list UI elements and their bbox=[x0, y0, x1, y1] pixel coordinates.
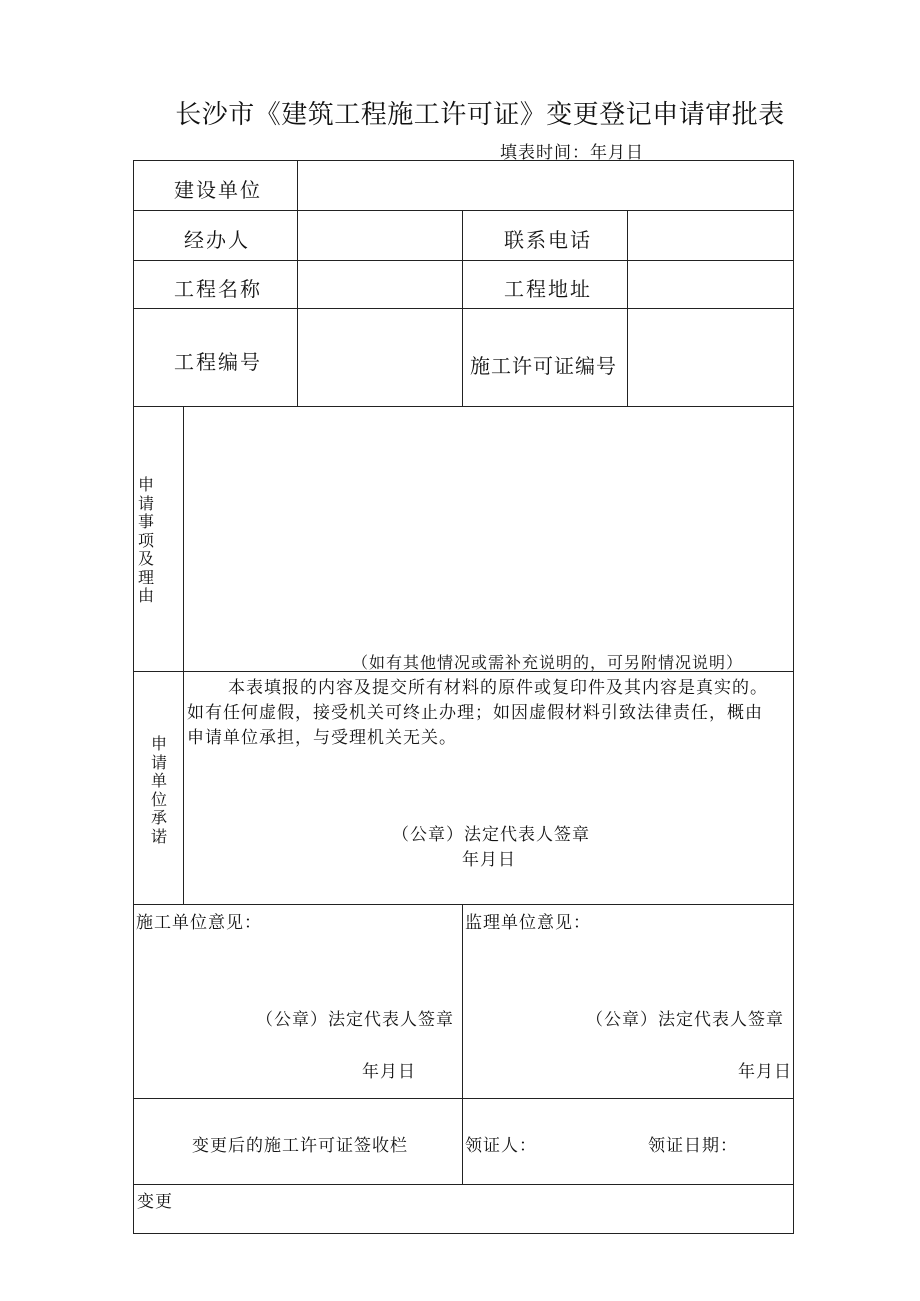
supervisor-opinion-label: 监理单位意见： bbox=[465, 913, 591, 933]
construction-unit-field[interactable] bbox=[298, 161, 793, 210]
receiver-label: 领证人： bbox=[465, 1136, 537, 1156]
permit-number-field[interactable] bbox=[628, 309, 793, 406]
commitment-line-3: 申请单位承担，与受理机关无关。 bbox=[187, 728, 457, 748]
application-label: 申请事项及理由 bbox=[137, 475, 154, 605]
change-field[interactable] bbox=[134, 1185, 793, 1233]
receiver-field[interactable] bbox=[545, 1120, 645, 1160]
construction-unit-label: 建设单位 bbox=[174, 178, 262, 202]
supervisor-date: 年月日 bbox=[738, 1062, 792, 1082]
change-label: 变更 bbox=[137, 1192, 173, 1212]
project-number-field[interactable] bbox=[298, 309, 462, 406]
application-note: （如有其他情况或需补充说明的，可另附情况说明） bbox=[352, 653, 744, 672]
supervisor-seal: （公章）法定代表人签章 bbox=[586, 1010, 784, 1030]
handler-label: 经办人 bbox=[184, 228, 250, 252]
receipt-label: 变更后的施工许可证签收栏 bbox=[192, 1136, 408, 1156]
permit-number-label: 施工许可证编号 bbox=[470, 354, 617, 378]
commitment-date: 年月日 bbox=[462, 850, 516, 870]
contractor-seal: （公章）法定代表人签章 bbox=[256, 1010, 454, 1030]
form-title: 长沙市《建筑工程施工许可证》变更登记申请审批表 bbox=[175, 100, 785, 130]
contractor-opinion-label: 施工单位意见： bbox=[136, 913, 262, 933]
project-address-field[interactable] bbox=[628, 261, 793, 308]
fill-date: 填表时间：年月日 bbox=[500, 143, 644, 163]
handler-field[interactable] bbox=[298, 211, 462, 260]
commitment-seal: （公章）法定代表人签章 bbox=[392, 825, 590, 845]
receipt-date-label: 领证日期： bbox=[648, 1136, 738, 1156]
commitment-line-2: 如有任何虚假，接受机关可终止办理；如因虚假材料引致法律责任，概由 bbox=[187, 703, 763, 723]
commitment-label: 申请单位承诺 bbox=[150, 734, 167, 846]
row-divider bbox=[133, 904, 794, 905]
contractor-date: 年月日 bbox=[362, 1062, 416, 1082]
row-divider bbox=[133, 1098, 794, 1099]
contractor-opinion-field[interactable] bbox=[134, 930, 462, 990]
project-name-label: 工程名称 bbox=[174, 277, 262, 301]
commitment-line-1: 本表填报的内容及提交所有材料的原件或复印件及其内容是真实的。 bbox=[228, 678, 768, 698]
application-field[interactable] bbox=[184, 407, 793, 647]
project-address-label: 工程地址 bbox=[504, 277, 592, 301]
project-name-field[interactable] bbox=[298, 261, 462, 308]
contact-phone-field[interactable] bbox=[628, 211, 793, 260]
col-divider bbox=[462, 210, 463, 406]
supervisor-opinion-field[interactable] bbox=[463, 930, 793, 990]
contact-phone-label: 联系电话 bbox=[504, 228, 592, 252]
project-number-label: 工程编号 bbox=[174, 350, 262, 374]
